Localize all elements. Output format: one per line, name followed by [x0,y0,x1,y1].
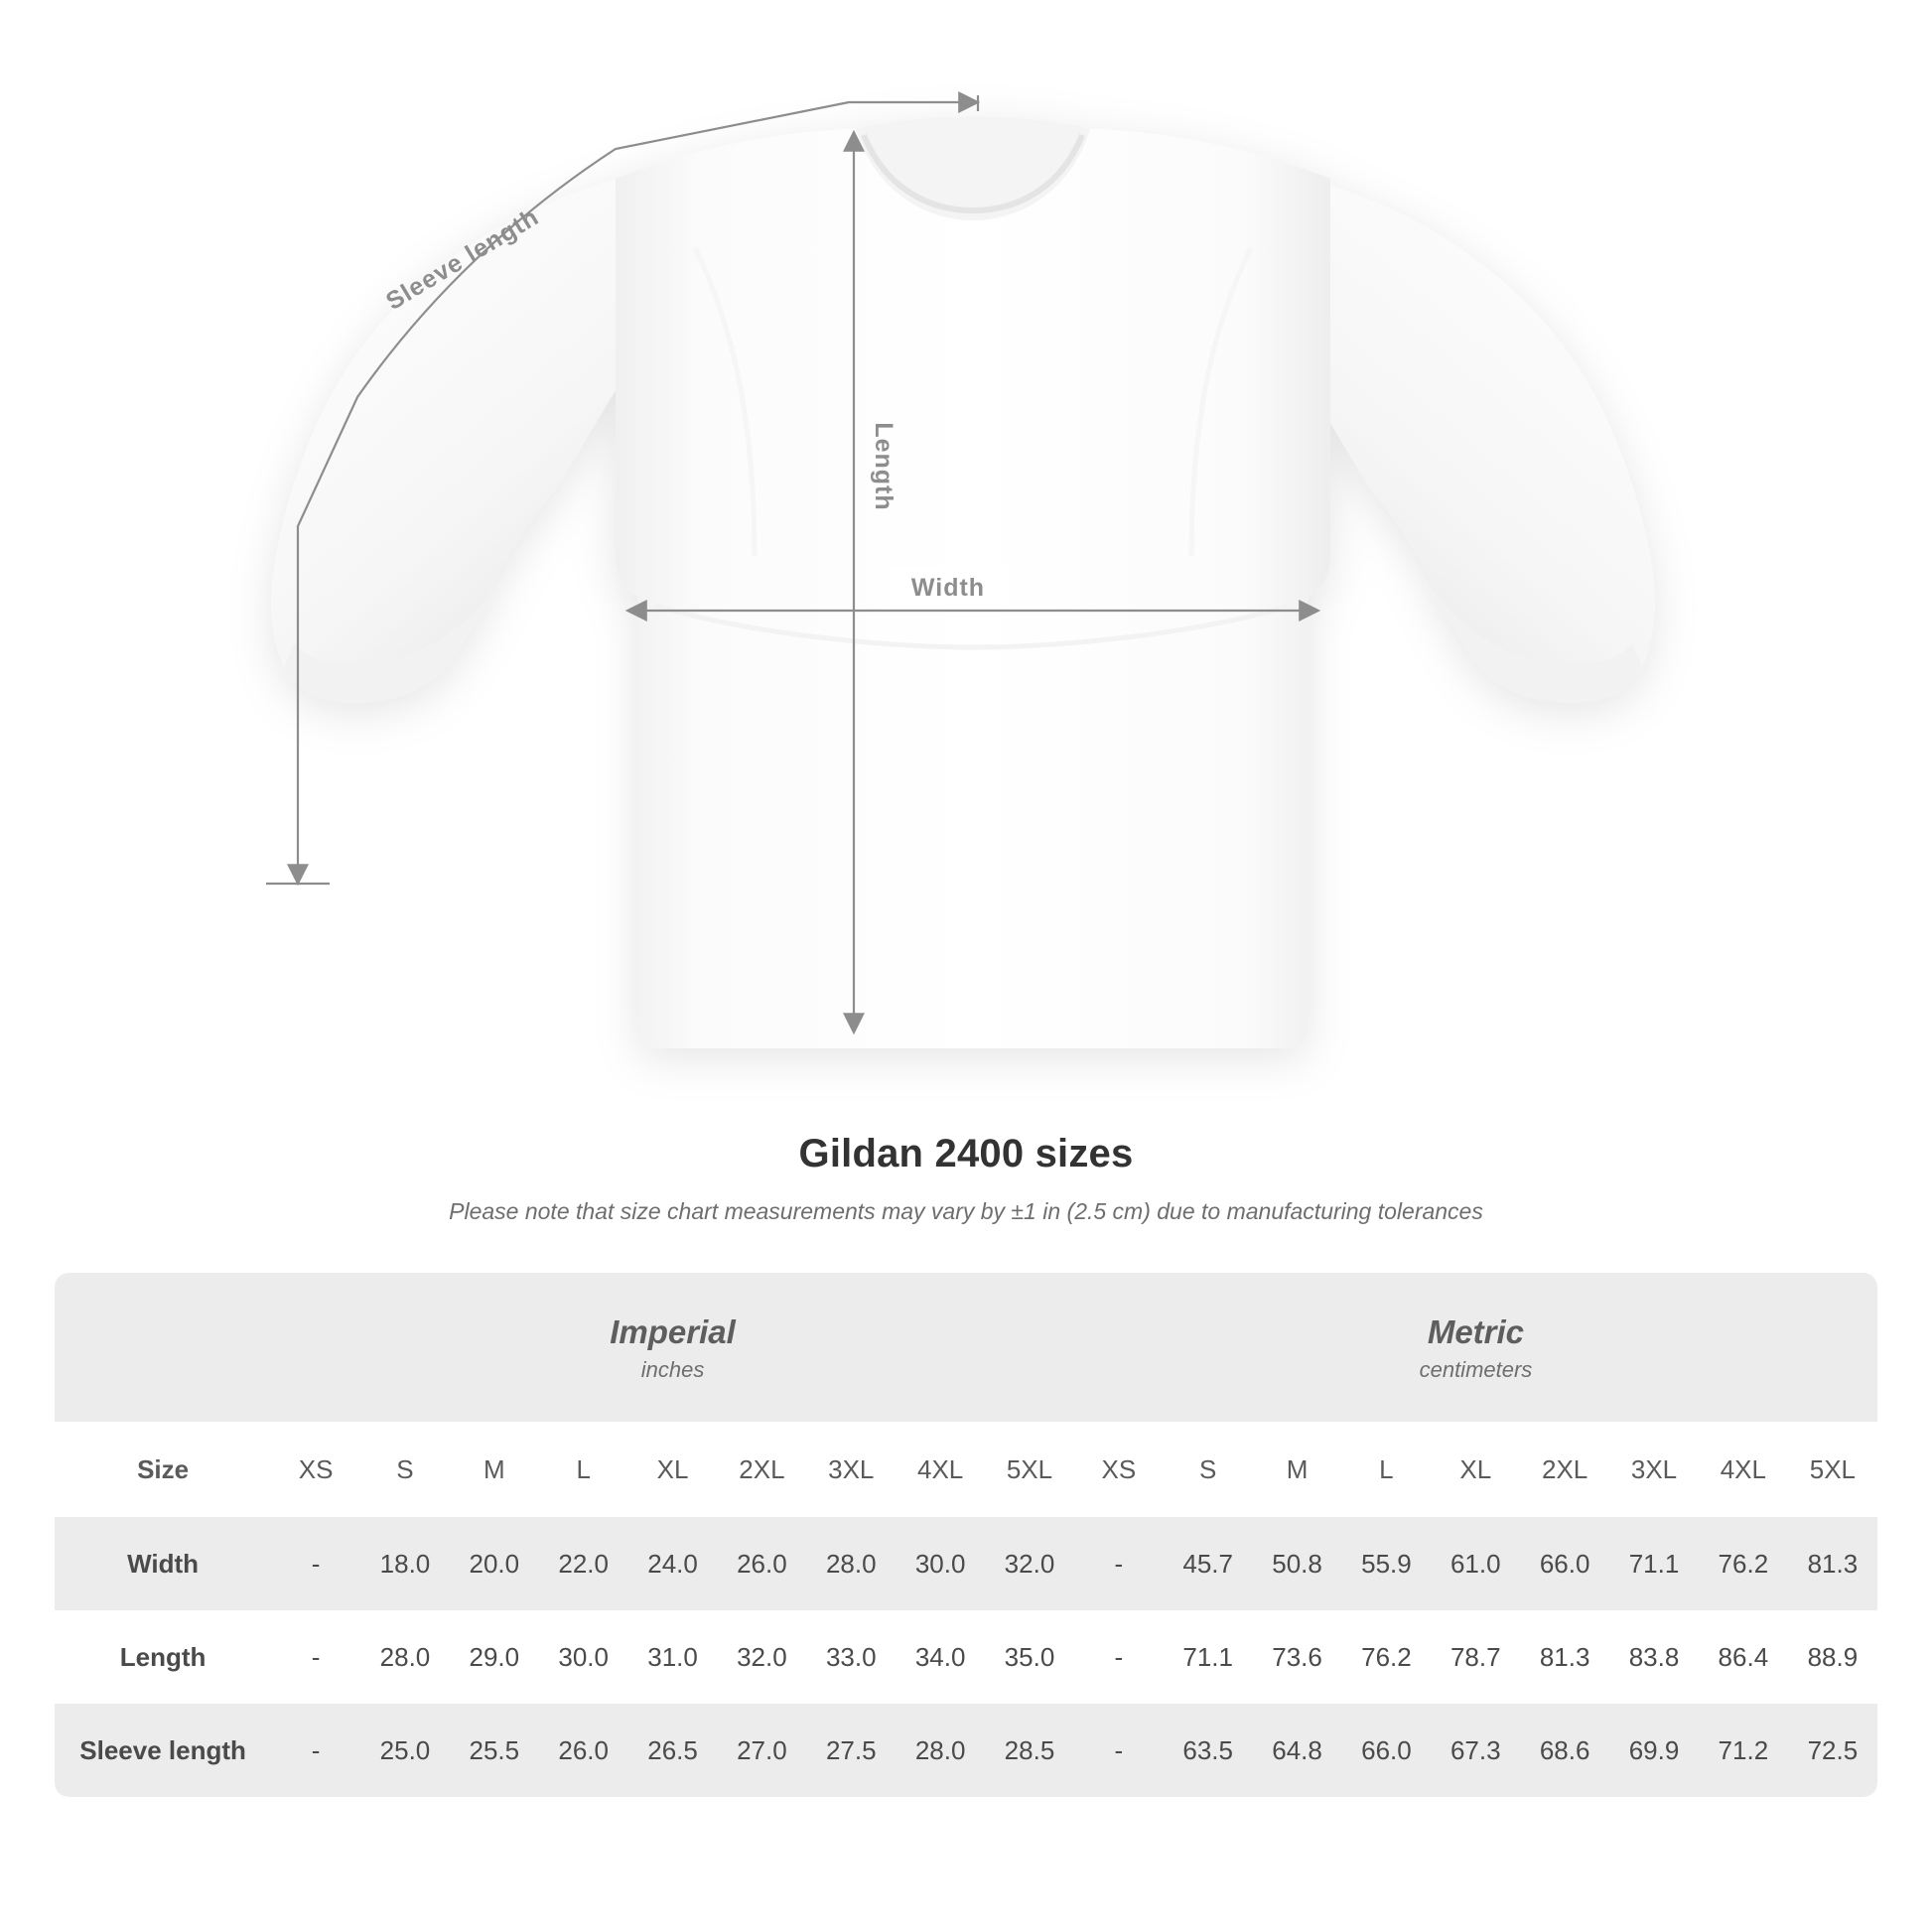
cell-width-m-in: 20.0 [450,1517,539,1610]
size-header-row [55,1422,1877,1517]
size-col-xs-imperial: XS [271,1422,360,1517]
unit-header-imperial [271,1273,1074,1422]
cell-width-l-cm: 55.9 [1341,1517,1431,1610]
cell-sleeve-5xl-cm: 72.5 [1788,1704,1877,1797]
cell-width-4xl-cm: 76.2 [1699,1517,1788,1610]
cell-width-l-in: 22.0 [539,1517,628,1610]
unit-header-row [55,1273,1877,1422]
size-col-2xl-imperial: 2XL [717,1422,806,1517]
cell-length-2xl-cm: 81.3 [1520,1610,1609,1704]
cell-sleeve-3xl-cm: 69.9 [1609,1704,1699,1797]
unit-imperial-sub: inches [640,1356,705,1382]
unit-header-spacer [55,1273,271,1422]
cell-length-s-in: 28.0 [360,1610,450,1704]
unit-header-metric [1074,1273,1877,1422]
cell-sleeve-xl-in: 26.5 [628,1704,718,1797]
cell-width-m-cm: 50.8 [1253,1517,1342,1610]
table-row [55,1704,1877,1797]
size-header-label: Size [55,1422,271,1517]
cell-length-4xl-cm: 86.4 [1699,1610,1788,1704]
table-row [55,1517,1877,1610]
size-table-wrap [55,1273,1877,1797]
size-col-5xl-metric: 5XL [1788,1422,1877,1517]
cell-sleeve-m-in: 25.5 [450,1704,539,1797]
size-col-l-metric: L [1341,1422,1431,1517]
cell-sleeve-5xl-in: 28.5 [985,1704,1074,1797]
cell-sleeve-2xl-in: 27.0 [717,1704,806,1797]
tolerance-note: Please note that size chart measurements may vary by ±1 in (2.5 cm) due to manufacturing tolerances [449,1198,1483,1224]
cell-sleeve-m-cm: 64.8 [1253,1704,1342,1797]
cell-width-xl-cm: 61.0 [1431,1517,1520,1610]
cell-length-xs-in: - [271,1610,360,1704]
row-label-sleeve-length: Sleeve length [55,1704,271,1797]
cell-width-2xl-cm: 66.0 [1520,1517,1609,1610]
cell-width-5xl-in: 32.0 [985,1517,1074,1610]
cell-sleeve-3xl-in: 27.5 [806,1704,896,1797]
cell-sleeve-l-cm: 66.0 [1341,1704,1431,1797]
cell-length-l-in: 30.0 [539,1610,628,1704]
cell-sleeve-4xl-cm: 71.2 [1699,1704,1788,1797]
size-col-m-metric: M [1253,1422,1342,1517]
unit-metric-label: Metric [1427,1313,1525,1351]
cell-length-xs-cm: - [1074,1610,1164,1704]
cell-length-2xl-in: 32.0 [717,1610,806,1704]
unit-metric-sub: centimeters [1419,1356,1533,1382]
cell-sleeve-xl-cm: 67.3 [1431,1704,1520,1797]
cell-length-xl-in: 31.0 [628,1610,718,1704]
cell-sleeve-xs-in: - [271,1704,360,1797]
cell-width-xs-in: - [271,1517,360,1610]
cell-sleeve-xs-cm: - [1074,1704,1164,1797]
size-col-xl-metric: XL [1431,1422,1520,1517]
size-col-s-imperial: S [360,1422,450,1517]
cell-width-4xl-in: 30.0 [896,1517,985,1610]
size-col-xl-imperial: XL [628,1422,718,1517]
cell-width-s-cm: 45.7 [1164,1517,1253,1610]
cell-length-3xl-in: 33.0 [806,1610,896,1704]
cell-width-3xl-cm: 71.1 [1609,1517,1699,1610]
cell-sleeve-2xl-cm: 68.6 [1520,1704,1609,1797]
size-col-2xl-metric: 2XL [1520,1422,1609,1517]
cell-length-l-cm: 76.2 [1341,1610,1431,1704]
size-col-3xl-imperial: 3XL [806,1422,896,1517]
cell-length-xl-cm: 78.7 [1431,1610,1520,1704]
cell-length-s-cm: 71.1 [1164,1610,1253,1704]
size-table [55,1273,1877,1797]
cell-length-3xl-cm: 83.8 [1609,1610,1699,1704]
cell-width-s-in: 18.0 [360,1517,450,1610]
table-row [55,1610,1877,1704]
cell-length-5xl-cm: 88.9 [1788,1610,1877,1704]
row-label-width: Width [55,1517,271,1610]
chart-heading [0,1132,1932,1225]
cell-width-3xl-in: 28.0 [806,1517,896,1610]
cell-width-5xl-cm: 81.3 [1788,1517,1877,1610]
size-col-xs-metric: XS [1074,1422,1164,1517]
size-col-l-imperial: L [539,1422,628,1517]
cell-sleeve-4xl-in: 28.0 [896,1704,985,1797]
cell-width-xl-in: 24.0 [628,1517,718,1610]
cell-width-xs-cm: - [1074,1517,1164,1610]
size-col-s-metric: S [1164,1422,1253,1517]
page-title: Gildan 2400 sizes [798,1132,1134,1175]
size-col-3xl-metric: 3XL [1609,1422,1699,1517]
sleeve-length-label: Sleeve length [381,203,544,316]
cell-length-4xl-in: 34.0 [896,1610,985,1704]
width-label: Width [910,574,986,602]
row-label-length: Length [55,1610,271,1704]
cell-length-5xl-in: 35.0 [985,1610,1074,1704]
unit-imperial-label: Imperial [610,1313,736,1351]
cell-width-2xl-in: 26.0 [717,1517,806,1610]
cell-length-m-in: 29.0 [450,1610,539,1704]
cell-sleeve-l-in: 26.0 [539,1704,628,1797]
cell-sleeve-s-cm: 63.5 [1164,1704,1253,1797]
size-col-4xl-metric: 4XL [1699,1422,1788,1517]
length-label: Length [870,422,897,511]
size-col-5xl-imperial: 5XL [985,1422,1074,1517]
cell-sleeve-s-in: 25.0 [360,1704,450,1797]
size-col-m-imperial: M [450,1422,539,1517]
size-col-4xl-imperial: 4XL [896,1422,985,1517]
cell-length-m-cm: 73.6 [1253,1610,1342,1704]
